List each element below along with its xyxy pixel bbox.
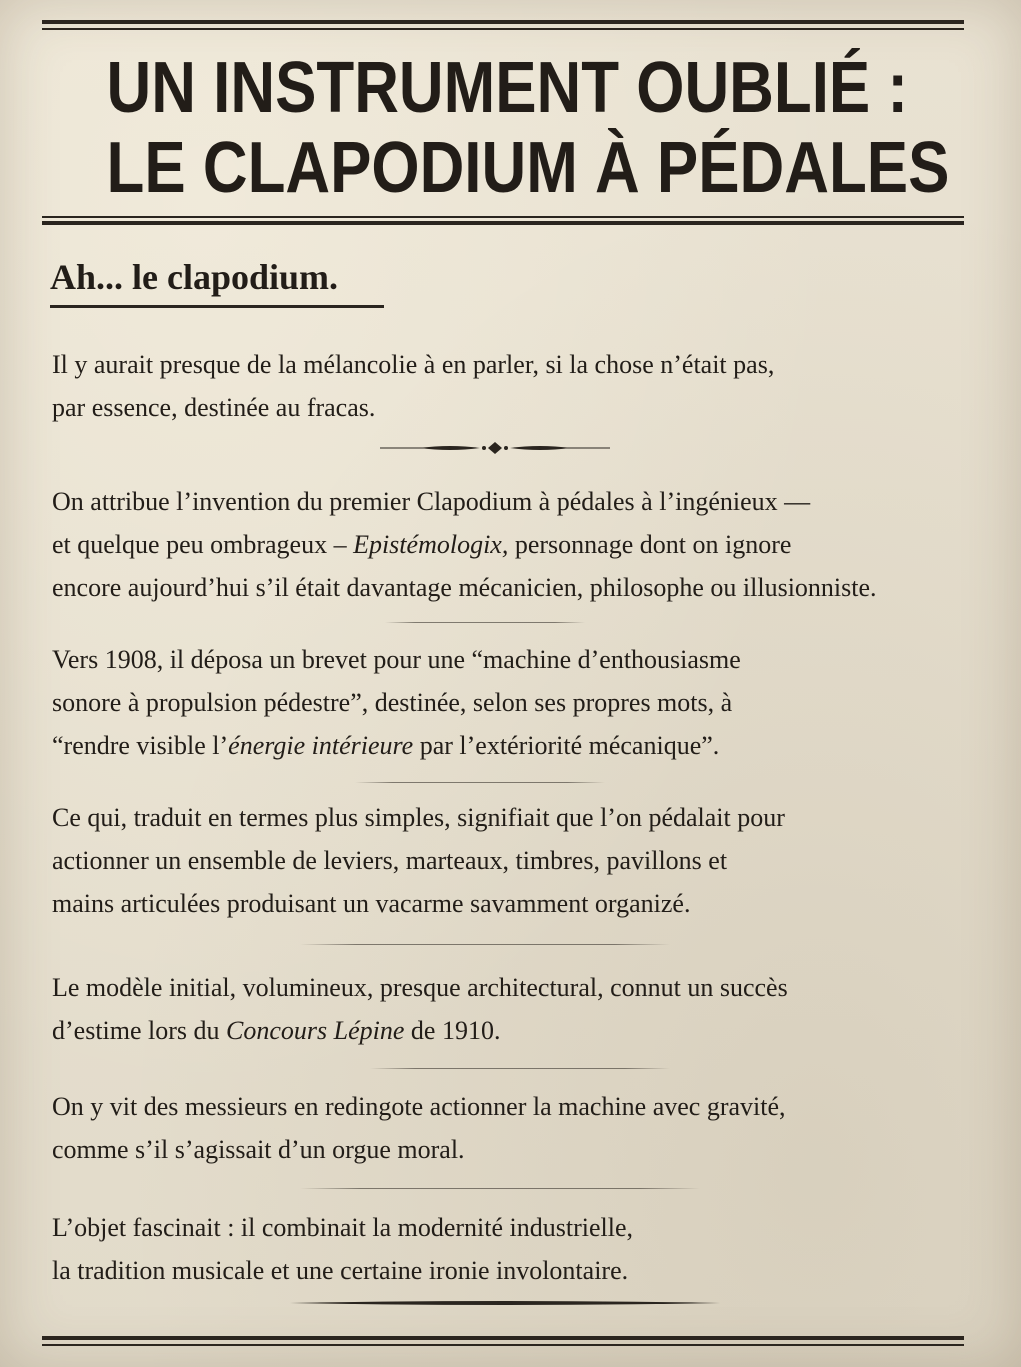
headline-double-rule: [42, 216, 964, 228]
text-run: et quelque peu ombrageux –: [52, 530, 354, 559]
paragraph-line: On y vit des messieurs en redingote actionner la machine avec gravité,: [52, 1092, 786, 1121]
paragraph-line: L’objet fascinait : il combinait la modernité industrielle,: [52, 1213, 634, 1242]
ornamental-divider-icon: [380, 440, 610, 456]
rule-thin: [42, 28, 964, 30]
paragraph-line: sonore à propulsion pédestre”, destinée, selon ses propres mots, à: [52, 688, 733, 717]
text-run: personnage dont on ignore: [508, 530, 792, 559]
rule-thin: [42, 216, 964, 218]
section-subhead: Ah... le clapodium.: [50, 257, 339, 297]
subhead-underline: [50, 305, 384, 308]
paragraph-line: la tradition musicale et une certaine ironie involontaire.: [52, 1256, 629, 1285]
text-run: “rendre visible l’: [52, 731, 229, 760]
text-run: de 1910.: [404, 1016, 501, 1045]
paragraph-line: [52, 1009, 962, 1052]
italic-name-epistemologix: Epistémologix,: [353, 530, 509, 559]
paragraph-7: [52, 1206, 962, 1292]
paragraph-line: actionner un ensemble de leviers, marteaux, timbres, pavillons et: [52, 846, 728, 875]
headline-line-2: LE CLAPODIUM À PÉDALES: [106, 128, 950, 208]
italic-concours-lepine: Concours Lépine: [226, 1016, 405, 1045]
separator-line: [300, 944, 670, 945]
paragraph-4: [52, 796, 962, 925]
separator-line: [370, 1068, 670, 1069]
paragraph-line: mains articulées produisant un vacarme savamment organizé.: [52, 889, 691, 918]
text-run: par l’extériorité mécanique”.: [413, 731, 720, 760]
separator-line: [300, 1188, 700, 1189]
top-double-rule: [42, 20, 964, 32]
rule-thick: [42, 20, 964, 24]
rule-thin: [42, 1344, 964, 1346]
bottom-double-rule: [42, 1336, 964, 1348]
text-run: d’estime lors du: [52, 1016, 227, 1045]
headline: [42, 48, 964, 208]
paragraph-line: Vers 1908, il déposa un brevet pour une “machine d’enthousiasme: [52, 645, 741, 674]
rule-thick: [42, 221, 964, 225]
paragraph-line: Il y aurait presque de la mélancolie à en parler, si la chose n’était pas,: [52, 350, 775, 379]
paragraph-line: On attribue l’invention du premier Clapodium à pédales à l’ingénieux —: [52, 487, 811, 516]
paragraph-6: [52, 1085, 962, 1171]
paragraph-1: [52, 343, 962, 429]
separator-line: [355, 782, 605, 783]
paragraph-line: par essence, destinée au fracas.: [52, 393, 376, 422]
paragraph-line: [52, 724, 962, 767]
rule-thick: [42, 1336, 964, 1340]
paragraph-5: [52, 966, 962, 1052]
paragraph-line: comme s’il s’agissait d’un orgue moral.: [52, 1135, 465, 1164]
separator-line: [385, 622, 585, 623]
paragraph-line: Ce qui, traduit en termes plus simples, signifiait que l’on pédalait pour: [52, 803, 785, 832]
italic-phrase: énergie intérieure: [228, 731, 414, 760]
paragraph-line: Le modèle initial, volumineux, presque architectural, connut un succès: [52, 973, 788, 1002]
paragraph-line: [52, 523, 962, 566]
end-separator-icon: [290, 1300, 720, 1306]
headline-line-1: UN INSTRUMENT OUBLIÉ :: [106, 48, 909, 128]
paragraph-line: encore aujourd’hui s’il était davantage mécanicien, philosophe ou illusionniste.: [52, 573, 877, 602]
paragraph-2: [52, 480, 962, 609]
paragraph-3: [52, 638, 962, 767]
